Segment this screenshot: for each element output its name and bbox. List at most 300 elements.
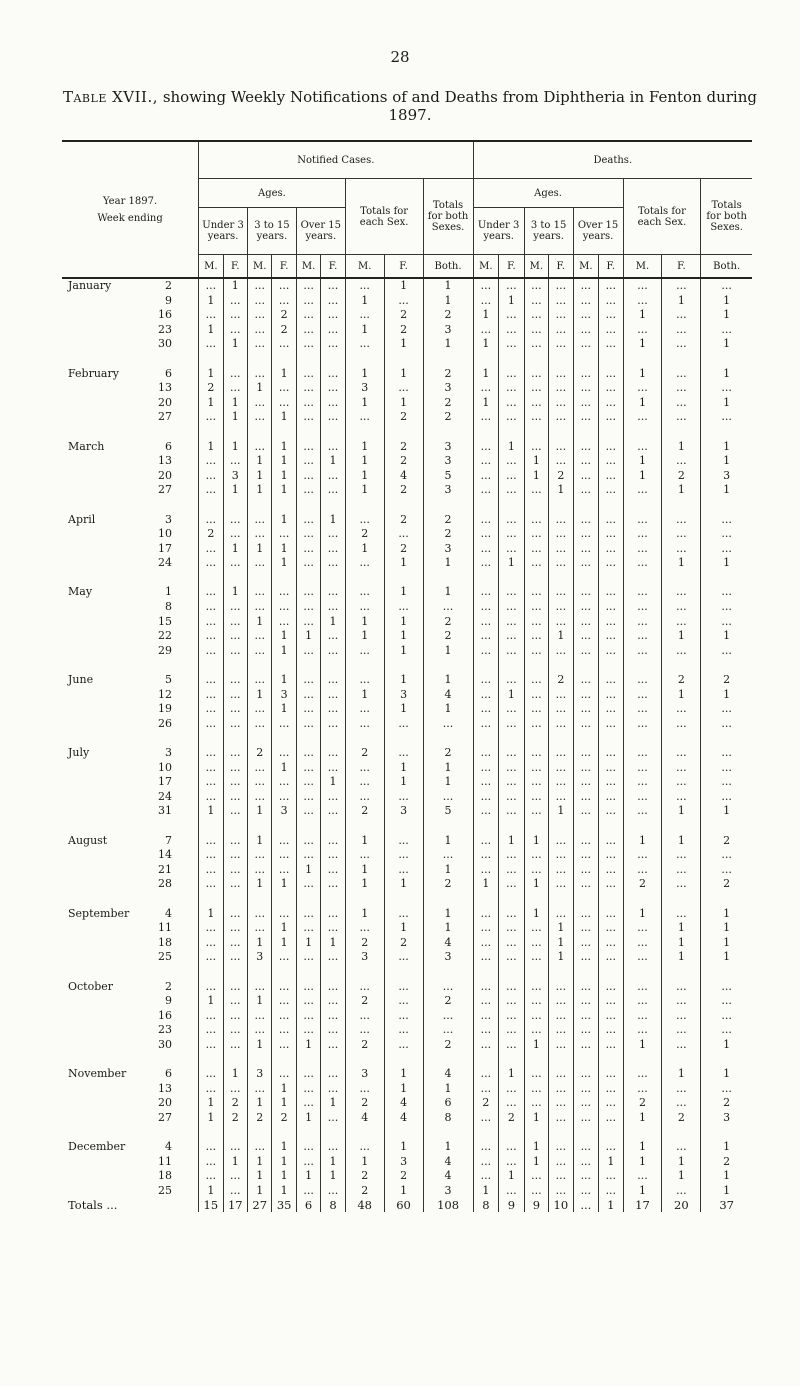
table-cell: ... bbox=[345, 790, 384, 805]
spacer-cell bbox=[223, 571, 247, 586]
table-cell: ... bbox=[573, 556, 599, 571]
table-cell: ... bbox=[473, 615, 499, 630]
table-cell: ... bbox=[573, 790, 599, 805]
week-day: 31 bbox=[158, 804, 172, 818]
table-cell: ... bbox=[662, 367, 701, 382]
table-row bbox=[62, 1038, 752, 1053]
spacer-cell bbox=[662, 658, 701, 673]
table-cell: ... bbox=[599, 454, 623, 469]
table-row bbox=[62, 542, 752, 557]
table-cell: ... bbox=[345, 761, 384, 776]
table-row bbox=[62, 644, 752, 659]
table-cell: 1 bbox=[248, 936, 272, 951]
table-cell: ... bbox=[573, 1169, 599, 1184]
table-cell: 1 bbox=[345, 454, 384, 469]
table-cell: ... bbox=[662, 863, 701, 878]
spacer-cell bbox=[272, 498, 296, 513]
table-cell: 1 bbox=[272, 513, 296, 528]
table-cell: ... bbox=[473, 980, 499, 995]
week-cell bbox=[62, 600, 199, 615]
table-cell: ... bbox=[662, 396, 701, 411]
col-m: M. bbox=[248, 255, 272, 279]
table-cell: 2 bbox=[384, 323, 423, 338]
table-row bbox=[62, 483, 752, 498]
week-cell bbox=[62, 775, 199, 790]
table-cell: 2 bbox=[248, 746, 272, 761]
table-cell: 1 bbox=[662, 834, 701, 849]
table-cell: 1 bbox=[199, 396, 223, 411]
table-cell: ... bbox=[499, 980, 525, 995]
week-day: 7 bbox=[165, 833, 172, 847]
table-cell: ... bbox=[199, 848, 223, 863]
table-cell: ... bbox=[524, 746, 548, 761]
table-row bbox=[62, 863, 752, 878]
spacer-cell bbox=[248, 658, 272, 673]
table-cell: ... bbox=[573, 1023, 599, 1038]
week-day: 14 bbox=[158, 848, 172, 862]
week-day: 26 bbox=[158, 716, 172, 730]
spacer-cell bbox=[384, 819, 423, 834]
spacer-row bbox=[62, 731, 752, 746]
spacer-cell bbox=[473, 425, 499, 440]
table-cell: ... bbox=[623, 1009, 662, 1024]
table-cell: ... bbox=[573, 877, 599, 892]
table-cell: ... bbox=[524, 600, 548, 615]
table-cell: ... bbox=[272, 585, 296, 600]
spacer-cell bbox=[473, 658, 499, 673]
table-cell: 1 bbox=[701, 936, 752, 951]
table-cell: 1 bbox=[524, 1140, 548, 1155]
table-cell: 3 bbox=[272, 804, 296, 819]
spacer-cell bbox=[345, 965, 384, 980]
table-cell: ... bbox=[272, 381, 296, 396]
table-cell: 1 bbox=[662, 1169, 701, 1184]
spacer-cell bbox=[573, 1125, 599, 1140]
month-label: June bbox=[68, 673, 94, 687]
table-cell: 1 bbox=[345, 688, 384, 703]
table-cell: ... bbox=[573, 775, 599, 790]
week-day: 5 bbox=[165, 673, 172, 687]
table-cell: 1 bbox=[272, 936, 296, 951]
table-cell: ... bbox=[296, 907, 320, 922]
table-cell: ... bbox=[599, 1067, 623, 1082]
spacer-cell bbox=[662, 1125, 701, 1140]
week-cell bbox=[62, 746, 199, 761]
table-row bbox=[62, 410, 752, 425]
week-cell bbox=[62, 556, 199, 571]
spacer-row bbox=[62, 425, 752, 440]
table-row bbox=[62, 1023, 752, 1038]
week-day: 18 bbox=[158, 1169, 172, 1183]
week-day: 3 bbox=[165, 746, 172, 759]
spacer-cell bbox=[524, 819, 548, 834]
table-cell: ... bbox=[223, 1038, 247, 1053]
table-cell: 5 bbox=[423, 469, 473, 484]
table-cell: 2 bbox=[272, 308, 296, 323]
table-cell: 1 bbox=[549, 921, 573, 936]
week-cell bbox=[62, 848, 199, 863]
table-cell: ... bbox=[599, 585, 623, 600]
table-cell: ... bbox=[549, 600, 573, 615]
table-cell: ... bbox=[599, 396, 623, 411]
table-cell: ... bbox=[473, 1155, 499, 1170]
table-cell: 1 bbox=[321, 454, 345, 469]
table-cell: ... bbox=[473, 644, 499, 659]
spacer-cell bbox=[296, 658, 320, 673]
table-cell: ... bbox=[623, 542, 662, 557]
table-cell: 2 bbox=[549, 469, 573, 484]
table-cell: 3 bbox=[423, 1184, 473, 1199]
spacer-cell bbox=[423, 965, 473, 980]
table-cell: ... bbox=[599, 863, 623, 878]
table-cell: 4 bbox=[345, 1111, 384, 1126]
table-cell: 1 bbox=[473, 337, 499, 352]
table-cell: ... bbox=[321, 804, 345, 819]
table-cell: ... bbox=[248, 848, 272, 863]
spacer-cell bbox=[573, 1052, 599, 1067]
week-day: 4 bbox=[165, 906, 172, 920]
table-cell: ... bbox=[573, 702, 599, 717]
table-cell: 2 bbox=[423, 877, 473, 892]
spacer-cell bbox=[499, 819, 525, 834]
table-cell: ... bbox=[199, 1169, 223, 1184]
table-cell: ... bbox=[662, 717, 701, 732]
week-day: 23 bbox=[158, 1023, 172, 1037]
table-cell: ... bbox=[549, 1140, 573, 1155]
spacer-cell bbox=[248, 892, 272, 907]
table-cell: ... bbox=[549, 980, 573, 995]
table-cell: ... bbox=[499, 702, 525, 717]
table-cell: ... bbox=[599, 907, 623, 922]
table-cell: 1 bbox=[499, 556, 525, 571]
table-cell: 1 bbox=[321, 513, 345, 528]
week-day: 25 bbox=[158, 1183, 172, 1197]
week-day: 27 bbox=[158, 410, 172, 424]
notified-3to15-header: 3 to 15 years. bbox=[248, 208, 297, 255]
table-cell: ... bbox=[296, 308, 320, 323]
table-cell: 1 bbox=[423, 702, 473, 717]
table-cell: ... bbox=[524, 527, 548, 542]
table-cell: 1 bbox=[199, 294, 223, 309]
table-cell: ... bbox=[599, 337, 623, 352]
table-cell: ... bbox=[223, 1169, 247, 1184]
table-cell: 1 bbox=[623, 337, 662, 352]
table-cell: ... bbox=[573, 527, 599, 542]
table-cell: ... bbox=[599, 1082, 623, 1097]
table-cell: ... bbox=[321, 746, 345, 761]
table-cell: ... bbox=[473, 921, 499, 936]
table-cell: ... bbox=[321, 790, 345, 805]
table-row bbox=[62, 848, 752, 863]
table-cell: 1 bbox=[345, 367, 384, 382]
spacer-cell bbox=[623, 965, 662, 980]
spacer-cell bbox=[199, 425, 223, 440]
table-cell: ... bbox=[248, 527, 272, 542]
table-cell: ... bbox=[473, 1169, 499, 1184]
week-cell bbox=[62, 308, 199, 323]
table-cell: ... bbox=[623, 790, 662, 805]
table-cell: ... bbox=[701, 585, 752, 600]
table-cell: ... bbox=[549, 834, 573, 849]
table-cell: ... bbox=[384, 848, 423, 863]
table-cell: 1 bbox=[384, 877, 423, 892]
spacer-row bbox=[62, 658, 752, 673]
col-f: F. bbox=[549, 255, 573, 279]
table-cell: 2 bbox=[662, 673, 701, 688]
table-cell: ... bbox=[199, 1067, 223, 1082]
table-cell: ... bbox=[549, 907, 573, 922]
table-cell: ... bbox=[473, 790, 499, 805]
table-cell: ... bbox=[199, 1140, 223, 1155]
table-cell: ... bbox=[473, 527, 499, 542]
table-cell: ... bbox=[573, 542, 599, 557]
table-row bbox=[62, 688, 752, 703]
table-cell: 1 bbox=[272, 761, 296, 776]
table-cell: 4 bbox=[384, 1111, 423, 1126]
table-cell: 1 bbox=[701, 1169, 752, 1184]
table-row bbox=[62, 454, 752, 469]
table-cell: ... bbox=[384, 950, 423, 965]
spacer-cell bbox=[62, 352, 199, 367]
table-cell: ... bbox=[549, 337, 573, 352]
table-cell: ... bbox=[272, 980, 296, 995]
table-cell: 1 bbox=[473, 308, 499, 323]
table-cell: ... bbox=[423, 1023, 473, 1038]
table-cell: ... bbox=[662, 907, 701, 922]
table-cell: ... bbox=[272, 790, 296, 805]
table-cell: ... bbox=[662, 1184, 701, 1199]
table-cell: ... bbox=[272, 950, 296, 965]
spacer-cell bbox=[423, 1125, 473, 1140]
spacer-cell bbox=[573, 352, 599, 367]
table-cell: ... bbox=[384, 1009, 423, 1024]
table-cell: ... bbox=[599, 323, 623, 338]
spacer-cell bbox=[623, 498, 662, 513]
table-cell: ... bbox=[321, 848, 345, 863]
table-cell: 1 bbox=[248, 483, 272, 498]
col-m: M. bbox=[623, 255, 662, 279]
table-cell: ... bbox=[599, 469, 623, 484]
month-label: August bbox=[68, 833, 108, 847]
table-cell: 1 bbox=[272, 440, 296, 455]
table-cell: ... bbox=[223, 556, 247, 571]
table-cell: ... bbox=[473, 834, 499, 849]
spacer-cell bbox=[524, 352, 548, 367]
spacer-cell bbox=[62, 965, 199, 980]
spacer-cell bbox=[272, 425, 296, 440]
table-cell: ... bbox=[662, 702, 701, 717]
table-cell: 1 bbox=[423, 337, 473, 352]
table-cell: 1 bbox=[384, 615, 423, 630]
table-row bbox=[62, 527, 752, 542]
table-cell: 3 bbox=[423, 440, 473, 455]
table-cell: ... bbox=[345, 337, 384, 352]
table-cell: ... bbox=[223, 950, 247, 965]
table-cell: ... bbox=[223, 308, 247, 323]
table-cell: ... bbox=[473, 936, 499, 951]
table-row bbox=[62, 717, 752, 732]
table-cell: 1 bbox=[423, 585, 473, 600]
table-cell: 1 bbox=[248, 877, 272, 892]
table-cell: ... bbox=[499, 1096, 525, 1111]
month-label: May bbox=[68, 585, 93, 599]
spacer-cell bbox=[473, 892, 499, 907]
week-day: 15 bbox=[158, 614, 172, 628]
table-cell: ... bbox=[623, 278, 662, 294]
table-cell: ... bbox=[473, 454, 499, 469]
spacer-cell bbox=[549, 425, 573, 440]
week-day: 19 bbox=[158, 702, 172, 716]
table-cell: ... bbox=[623, 761, 662, 776]
table-cell: ... bbox=[248, 513, 272, 528]
table-cell: ... bbox=[321, 907, 345, 922]
table-cell: ... bbox=[701, 761, 752, 776]
table-cell: ... bbox=[573, 746, 599, 761]
table-cell: ... bbox=[524, 804, 548, 819]
table-cell: ... bbox=[223, 1009, 247, 1024]
table-cell: 1 bbox=[223, 1067, 247, 1082]
spacer-cell bbox=[623, 819, 662, 834]
table-cell: ... bbox=[573, 848, 599, 863]
totals-cell: 27 bbox=[248, 1198, 272, 1212]
spacer-cell bbox=[223, 425, 247, 440]
table-cell: ... bbox=[296, 950, 320, 965]
table-cell: ... bbox=[524, 542, 548, 557]
table-cell: ... bbox=[599, 513, 623, 528]
table-row bbox=[62, 994, 752, 1009]
table-cell: ... bbox=[296, 483, 320, 498]
spacer-cell bbox=[384, 892, 423, 907]
table-cell: ... bbox=[524, 1096, 548, 1111]
spacer-cell bbox=[248, 352, 272, 367]
week-day: 20 bbox=[158, 468, 172, 482]
spacer-cell bbox=[423, 731, 473, 746]
table-cell: ... bbox=[199, 542, 223, 557]
table-cell: ... bbox=[499, 1023, 525, 1038]
table-cell: ... bbox=[384, 790, 423, 805]
spacer-cell bbox=[524, 658, 548, 673]
week-cell bbox=[62, 790, 199, 805]
week-cell bbox=[62, 1067, 199, 1082]
table-cell: 1 bbox=[662, 936, 701, 951]
table-cell: ... bbox=[549, 994, 573, 1009]
table-cell: 1 bbox=[384, 367, 423, 382]
week-day: 13 bbox=[158, 454, 172, 468]
table-cell: 1 bbox=[345, 469, 384, 484]
week-cell bbox=[62, 454, 199, 469]
table-cell: ... bbox=[599, 950, 623, 965]
table-cell: ... bbox=[599, 1038, 623, 1053]
spacer-row bbox=[62, 1125, 752, 1140]
table-cell: 1 bbox=[384, 1184, 423, 1199]
table-cell: ... bbox=[272, 834, 296, 849]
table-cell: ... bbox=[296, 585, 320, 600]
table-cell: ... bbox=[473, 1082, 499, 1097]
table-cell: ... bbox=[573, 367, 599, 382]
table-cell: 1 bbox=[662, 804, 701, 819]
table-row bbox=[62, 440, 752, 455]
week-cell bbox=[62, 527, 199, 542]
table-cell: ... bbox=[248, 629, 272, 644]
spacer-cell bbox=[62, 1125, 199, 1140]
table-cell: ... bbox=[549, 1009, 573, 1024]
table-cell: 1 bbox=[248, 381, 272, 396]
spacer-cell bbox=[549, 571, 573, 586]
table-cell: ... bbox=[662, 1082, 701, 1097]
week-ending-label: Week ending bbox=[97, 212, 163, 224]
table-cell: ... bbox=[701, 1009, 752, 1024]
spacer-cell bbox=[345, 892, 384, 907]
table-cell: ... bbox=[549, 1155, 573, 1170]
table-cell: ... bbox=[499, 1184, 525, 1199]
table-cell: ... bbox=[573, 381, 599, 396]
page-number: 28 bbox=[390, 48, 410, 66]
table-cell: ... bbox=[499, 323, 525, 338]
table-cell: ... bbox=[524, 1184, 548, 1199]
table-cell: ... bbox=[549, 513, 573, 528]
table-cell: ... bbox=[524, 790, 548, 805]
table-cell: ... bbox=[384, 600, 423, 615]
week-cell bbox=[62, 834, 199, 849]
table-cell: ... bbox=[499, 513, 525, 528]
table-cell: ... bbox=[384, 994, 423, 1009]
week-day: 3 bbox=[165, 512, 172, 526]
table-cell: 1 bbox=[384, 1082, 423, 1097]
spacer-cell bbox=[599, 658, 623, 673]
table-cell: ... bbox=[384, 1038, 423, 1053]
table-cell: ... bbox=[199, 556, 223, 571]
table-cell: ... bbox=[248, 863, 272, 878]
table-cell: 3 bbox=[423, 454, 473, 469]
table-cell: 1 bbox=[199, 323, 223, 338]
table-cell: 1 bbox=[662, 950, 701, 965]
table-cell: ... bbox=[321, 381, 345, 396]
table-cell: ... bbox=[345, 585, 384, 600]
spacer-cell bbox=[296, 965, 320, 980]
spacer-cell bbox=[549, 1052, 573, 1067]
table-cell: ... bbox=[499, 804, 525, 819]
week-day: 27 bbox=[158, 483, 172, 497]
table-cell: ... bbox=[473, 746, 499, 761]
table-cell: 1 bbox=[623, 396, 662, 411]
spacer-cell bbox=[199, 819, 223, 834]
spacer-cell bbox=[296, 498, 320, 513]
table-cell: ... bbox=[223, 673, 247, 688]
table-cell: 1 bbox=[272, 556, 296, 571]
table-cell: ... bbox=[499, 527, 525, 542]
table-cell: ... bbox=[199, 600, 223, 615]
table-cell: 1 bbox=[199, 994, 223, 1009]
table-cell: 1 bbox=[345, 877, 384, 892]
col-m: M. bbox=[573, 255, 599, 279]
table-cell: ... bbox=[524, 337, 548, 352]
table-cell: ... bbox=[701, 278, 752, 294]
table-cell: 1 bbox=[248, 994, 272, 1009]
spacer-cell bbox=[473, 1052, 499, 1067]
table-cell: ... bbox=[296, 1067, 320, 1082]
table-cell: ... bbox=[345, 848, 384, 863]
table-row bbox=[62, 834, 752, 849]
spacer-cell bbox=[499, 658, 525, 673]
table-cell: ... bbox=[199, 863, 223, 878]
table-cell: ... bbox=[223, 629, 247, 644]
table-cell: ... bbox=[384, 527, 423, 542]
table-cell: ... bbox=[623, 483, 662, 498]
table-row bbox=[62, 1067, 752, 1082]
table-cell: ... bbox=[272, 1038, 296, 1053]
table-cell: 2 bbox=[199, 381, 223, 396]
table-cell: ... bbox=[524, 644, 548, 659]
